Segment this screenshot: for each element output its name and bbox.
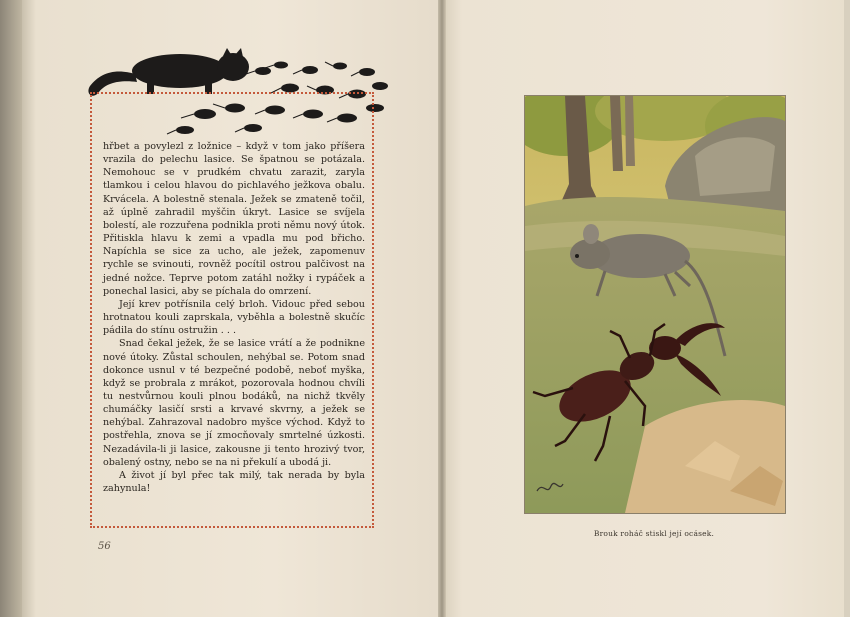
paragraph: A život jí byl přec tak milý, tak nerada by byla zahynula! [103,469,365,495]
illustration-plate [524,95,786,514]
story-text [103,140,365,495]
page-number: 56 [98,541,111,552]
book-edge [0,0,22,617]
illustration-caption: Brouk roháč stiskl její ocásek. [593,529,715,538]
paragraph: hřbet a povylezl z ložnice – když v tom jako příšera vrazila do pelechu lasice. Se špatnou se potázala. Nemohouc se v prudkém chvatu zarazit, zaryla tlamkou i celou hlavou do pichlavého ježkova obalu. Krvácela. A bolestně stenala. Ježek se zmateně točil, až úplně zahradil myščin úkryt. Lasice se svíjela bolestí, ale rozzuřena podnikla proti němu nový útok. Přitiskla hlavu k zemi a vpadla mu pod břicho. Napíchla se sice za ucho, ale ježek, zapomenuv rychle se svinouti, rovněž pocítil ostrou palčivost na jedné nožce. Teprve potom zatáhl nožky i rypáček a ponechal lasici, aby se píchala do omrzení. [103,141,365,297]
paragraph: Její krev potřísnila celý brloh. Vidouc před sebou hrotnatou kouli zaprskala, vyběhla a bolestně skučíc pádila do stínu ostružin . . . [103,298,365,337]
book-gutter [438,0,446,617]
paragraph: Snad čekal ježek, že se lasice vrátí a že podnikne nové útoky. Zůstal schoulen, nehýbal se. Potom snad dokonce usnul v té bezpečné podobě, neboť myška, když se probrala z mrákot, pozorovala hodnou chvíli tu nestvůrnou kouli plnou bodáků, na nichž tkvěly chumáčky lasičí srsti a krvavé skvrny, a ježek se nehýbal. Zahrazoval nadobro myšce východ. Když to postřehla, znova se jí zmocňovaly smrtelné úzkosti. Nezadávila-li ji lasice, zakousne ji tento hrozivý tvor, obalený ostny, nebo se na ni překulí a ubodá ji. [103,338,365,468]
